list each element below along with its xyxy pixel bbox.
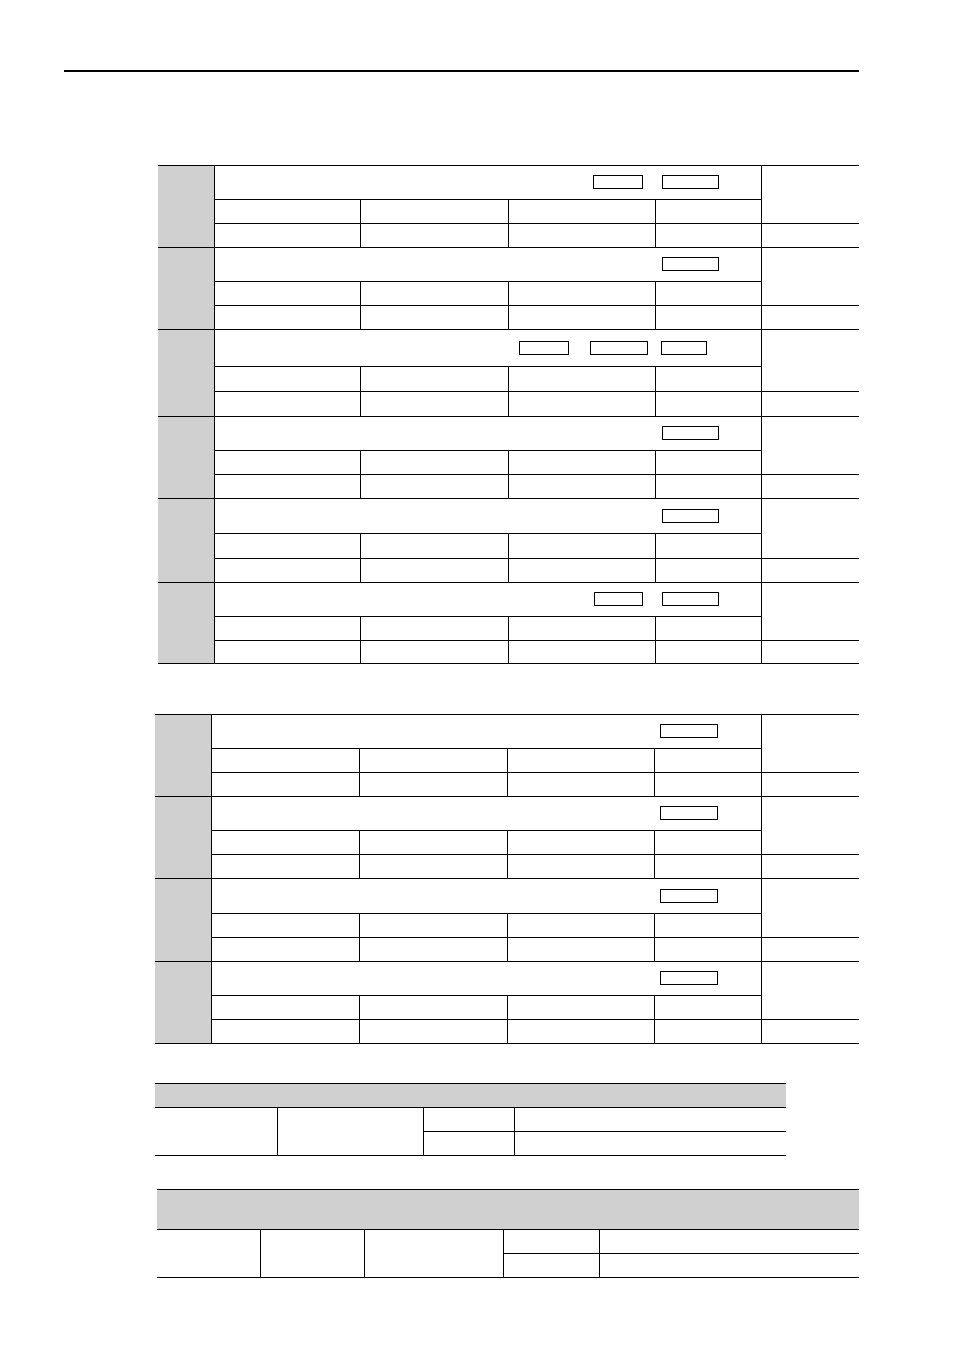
setting-box [660, 724, 718, 738]
param-id-cell [158, 416, 214, 498]
column-divider [507, 830, 508, 878]
right-divider [761, 329, 762, 416]
setting-box [590, 341, 648, 355]
column-divider [359, 995, 360, 1043]
title-rule [211, 748, 761, 749]
value-rule [214, 558, 859, 559]
table-b-header [157, 1189, 859, 1229]
column-divider [360, 616, 361, 663]
param-id-cell [155, 714, 211, 796]
table-b-top [157, 1189, 859, 1190]
table-a-header [155, 1083, 786, 1107]
setting-box [661, 341, 707, 355]
right-divider [761, 247, 762, 329]
id-divider [214, 416, 215, 498]
id-divider [214, 582, 215, 663]
param-id-cell [155, 878, 211, 961]
table-a-col-divider [277, 1107, 278, 1155]
column-divider [655, 450, 656, 498]
right-divider [761, 582, 762, 663]
right-divider [761, 165, 762, 247]
column-divider [507, 913, 508, 961]
param-id-cell [155, 961, 211, 1043]
column-divider [360, 366, 361, 416]
param-id-cell [158, 165, 214, 247]
row-top-rule [155, 714, 859, 715]
column-divider [360, 281, 361, 329]
column-divider [360, 450, 361, 498]
column-divider [508, 450, 509, 498]
row-top-rule [155, 796, 859, 797]
table-b-col-divider [364, 1229, 365, 1277]
id-divider [211, 878, 212, 961]
right-divider [761, 961, 762, 1043]
param-id-cell [155, 796, 211, 878]
column-divider [655, 199, 656, 247]
table-a-bottom [155, 1155, 786, 1156]
setting-box [594, 592, 643, 606]
group-bottom-rule [155, 1043, 859, 1044]
group-bottom-rule [158, 663, 859, 664]
row-top-rule [158, 582, 859, 583]
id-divider [211, 961, 212, 1043]
title-rule [211, 830, 761, 831]
setting-box [662, 592, 719, 606]
setting-box [662, 509, 719, 523]
table-b-col-divider [503, 1229, 504, 1277]
column-divider [508, 616, 509, 663]
row-top-rule [158, 498, 859, 499]
table-a-col-divider [514, 1107, 515, 1155]
column-divider [359, 830, 360, 878]
setting-box [662, 426, 719, 440]
column-divider [654, 830, 655, 878]
title-rule [214, 281, 761, 282]
right-divider [761, 714, 762, 796]
column-divider [655, 281, 656, 329]
title-rule [214, 366, 761, 367]
row-top-rule [158, 416, 859, 417]
column-divider [360, 533, 361, 582]
setting-box [660, 889, 718, 903]
row-top-rule [158, 247, 859, 248]
title-rule [211, 913, 761, 914]
column-divider [508, 366, 509, 416]
setting-box [593, 175, 643, 189]
param-id-cell [158, 498, 214, 582]
title-rule [214, 199, 761, 200]
setting-box [519, 341, 569, 355]
column-divider [508, 281, 509, 329]
right-divider [761, 416, 762, 498]
right-divider [761, 878, 762, 961]
title-rule [214, 533, 761, 534]
setting-box [662, 257, 719, 271]
table-a-top [155, 1083, 786, 1084]
header-rule [64, 70, 859, 72]
right-divider [761, 796, 762, 878]
column-divider [507, 748, 508, 796]
column-divider [654, 995, 655, 1043]
value-rule [214, 305, 859, 306]
value-rule [214, 391, 859, 392]
column-divider [654, 748, 655, 796]
value-rule [214, 474, 859, 475]
param-id-cell [158, 329, 214, 416]
id-divider [214, 247, 215, 329]
value-rule [214, 223, 859, 224]
table-b-col-divider [599, 1229, 600, 1277]
title-rule [214, 450, 761, 451]
setting-box [660, 806, 718, 820]
right-divider [761, 498, 762, 582]
column-divider [359, 748, 360, 796]
column-divider [508, 533, 509, 582]
column-divider [508, 199, 509, 247]
column-divider [655, 616, 656, 663]
table-a-row-rule [423, 1131, 786, 1132]
table-b-col-divider [260, 1229, 261, 1277]
row-top-rule [158, 165, 859, 166]
row-top-rule [155, 961, 859, 962]
column-divider [654, 913, 655, 961]
id-divider [211, 796, 212, 878]
table-a-header-rule [155, 1107, 786, 1108]
table-b-header-rule [157, 1229, 859, 1230]
setting-box [662, 175, 719, 189]
column-divider [360, 199, 361, 247]
id-divider [214, 329, 215, 416]
id-divider [214, 165, 215, 247]
column-divider [507, 995, 508, 1043]
column-divider [359, 913, 360, 961]
id-divider [211, 714, 212, 796]
column-divider [655, 366, 656, 416]
column-divider [655, 533, 656, 582]
title-rule [214, 616, 761, 617]
setting-box [660, 971, 718, 985]
table-a-col-divider [423, 1107, 424, 1155]
table-b-bottom [157, 1277, 859, 1278]
row-top-rule [158, 329, 859, 330]
row-top-rule [155, 878, 859, 879]
title-rule [211, 995, 761, 996]
param-id-cell [158, 247, 214, 329]
value-rule [214, 640, 859, 641]
table-b-row-rule [503, 1253, 859, 1254]
param-id-cell [158, 582, 214, 663]
id-divider [214, 498, 215, 582]
